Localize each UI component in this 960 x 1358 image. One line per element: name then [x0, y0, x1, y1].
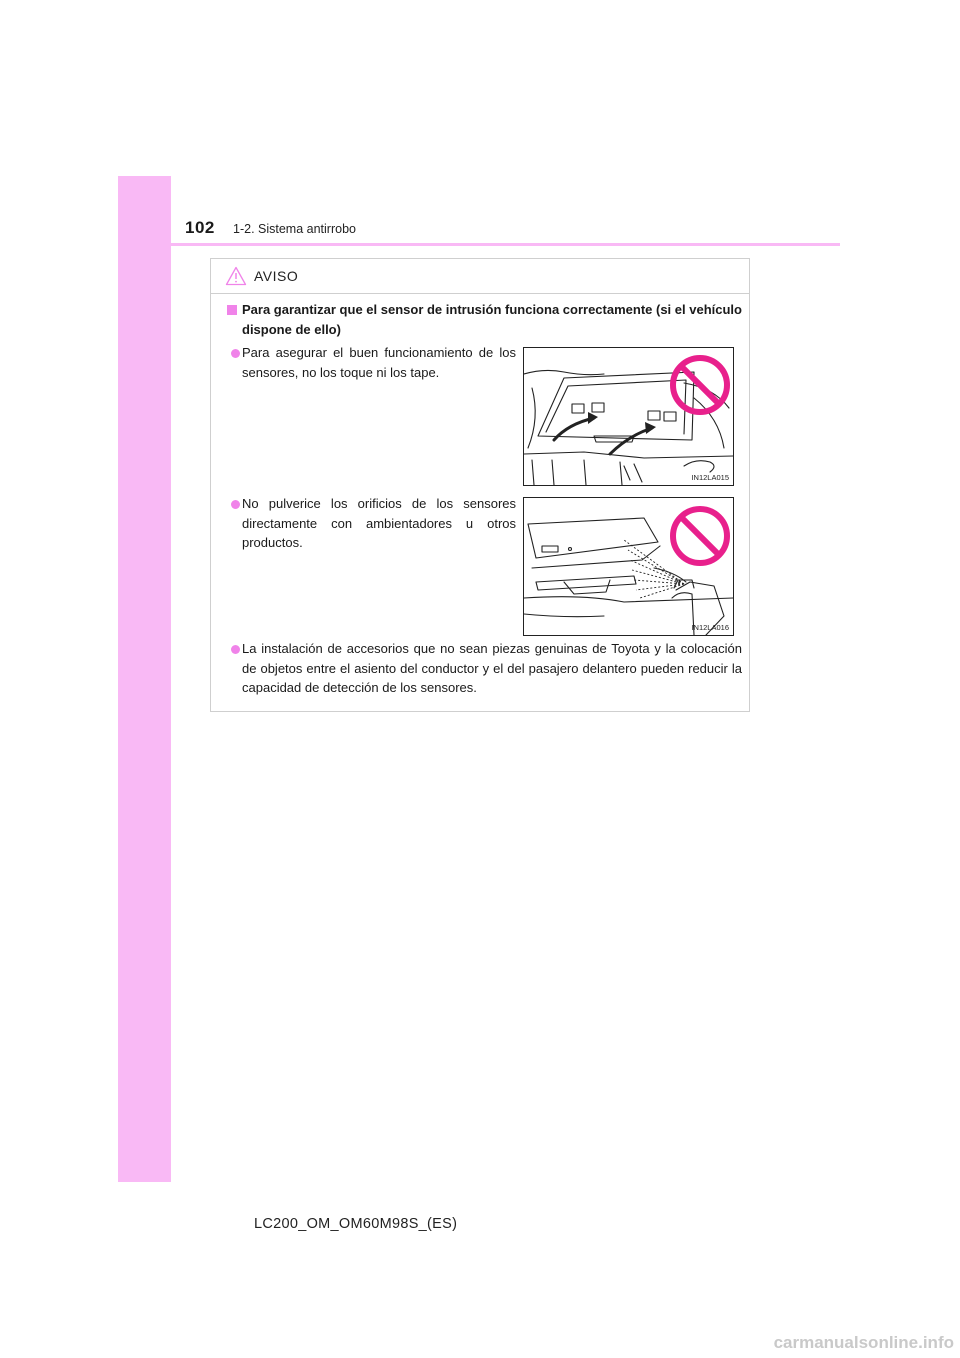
side-band [118, 176, 171, 1182]
notice-box [210, 258, 750, 712]
notice-item-2: No pulverice los orificios de los sensores directamente con ambientadores u otros productos. [242, 496, 516, 550]
page-number: 102 [185, 218, 215, 237]
round-bullet [231, 349, 240, 358]
illustration-touch-sensors [524, 348, 733, 485]
notice-header [225, 264, 298, 288]
square-bullet [227, 305, 237, 315]
round-bullet [231, 645, 240, 654]
notice-title: AVISO [254, 268, 299, 284]
figure-code-1: IN12LA015 [691, 473, 729, 482]
figure-spray-sensors [523, 497, 734, 636]
warning-triangle-icon [225, 266, 247, 286]
notice-item-1: Para asegurar el buen funcionamiento de los sensores, no los toque ni los tape. [242, 345, 516, 380]
watermark: carmanualsonline.info [773, 1333, 954, 1352]
figure-touch-sensors [523, 347, 734, 486]
section-title: 1-2. Sistema antirrobo [233, 222, 356, 236]
notice-heading: Para garantizar que el sensor de intrusión funciona correctamente (si el vehículo dispone de ello) [242, 302, 742, 337]
notice-divider [211, 293, 749, 294]
illustration-spray-sensors [524, 498, 733, 635]
round-bullet [231, 500, 240, 509]
footer-manual-code: LC200_OM_OM60M98S_(ES) [254, 1216, 458, 1232]
prohibited-icon-2 [673, 509, 727, 563]
notice-item-3: La instalación de accesorios que no sean piezas genuinas de Toyota y la colocación de objetos entre el asiento del conductor y el del pasajero delantero pueden reducir la capacidad de detección de los sensores. [242, 641, 742, 695]
figure-code-2: IN12LA016 [691, 623, 729, 632]
header-rule [118, 243, 840, 246]
